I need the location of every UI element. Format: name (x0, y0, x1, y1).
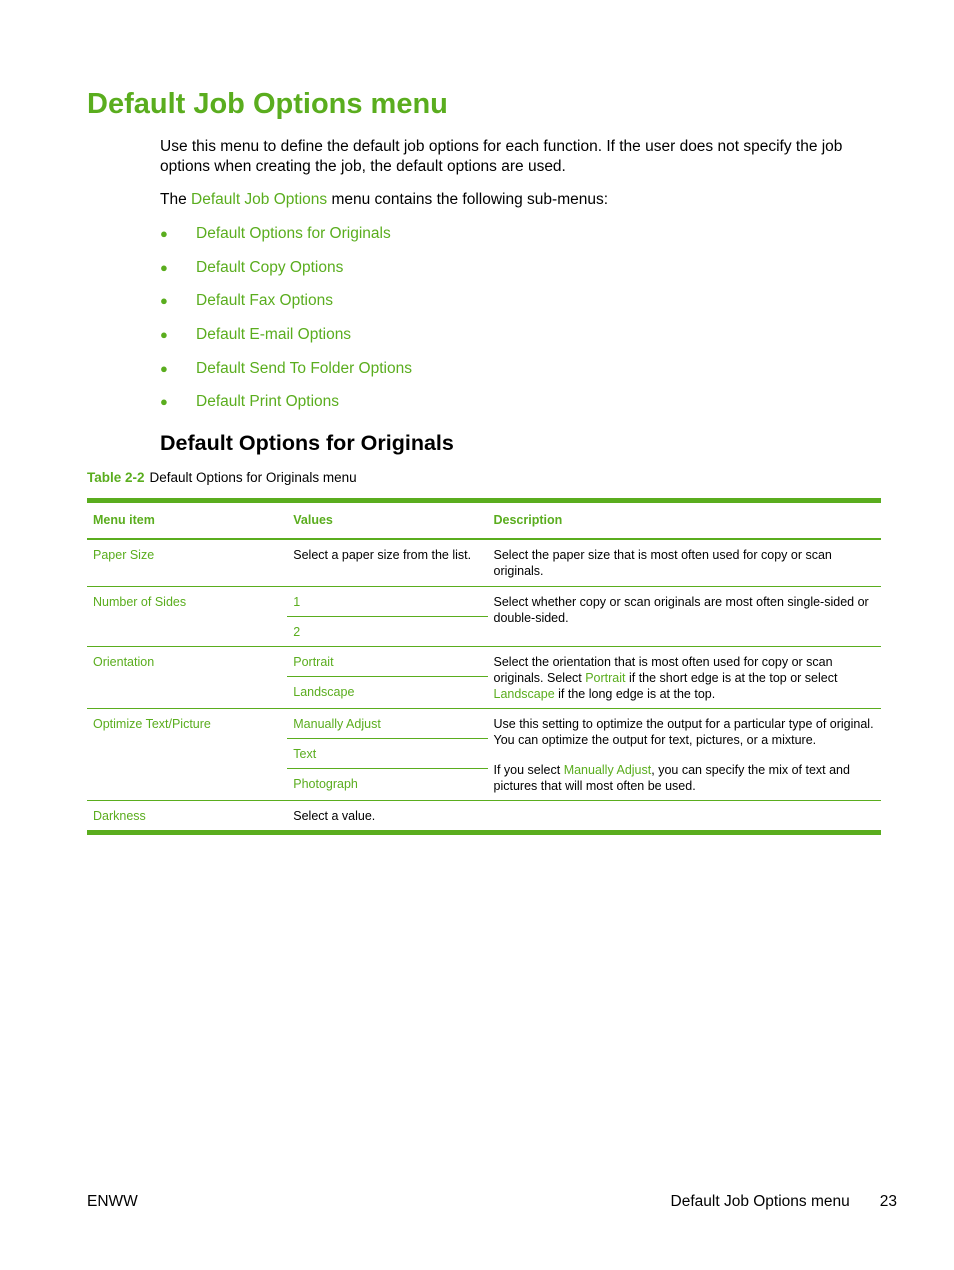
options-table (87, 498, 881, 835)
submenu-link-print[interactable]: Default Print Options (196, 393, 340, 411)
table-caption (87, 470, 357, 485)
description-cell: Select whether copy or scan originals are most often single-sided or double-sided. (488, 587, 882, 647)
menu-item-darkness[interactable]: Darkness (93, 809, 146, 823)
submenu-link-fax[interactable]: Default Fax Options (196, 292, 333, 310)
submenu-list (160, 224, 412, 426)
submenu-link-copy[interactable]: Default Copy Options (196, 258, 344, 276)
desc-text: if the short edge is at the top or select (625, 671, 838, 685)
description-cell: Select the paper size that is most often used for copy or scan originals. (488, 539, 882, 587)
intro-paragraph: Use this menu to define the default job options for each function. If the user does not specify the job options when creating the job, the default options are used. (160, 138, 843, 175)
value-option-text[interactable]: Text (287, 739, 487, 769)
table-caption-text: Default Options for Originals menu (149, 470, 357, 485)
table-caption-label: Table 2-2 (87, 470, 145, 485)
table-row (87, 801, 881, 833)
menu-item-optimize-text-picture[interactable]: Optimize Text/Picture (87, 709, 287, 801)
header-description: Description (488, 501, 882, 540)
desc-text: Select the orientation that is most often used for copy or scan originals. Select (493, 655, 833, 685)
footer-right (671, 1193, 897, 1211)
desc-text: , you can specify the mix of text and pictures that will most often be used. (493, 763, 850, 793)
menu-item-paper-size[interactable]: Paper Size (87, 539, 287, 587)
header-menu-item: Menu item (87, 501, 287, 540)
table-row (87, 539, 881, 587)
portrait-link[interactable]: Portrait (585, 671, 626, 685)
value-option-photograph[interactable]: Photograph (287, 769, 487, 801)
submenu-link-originals[interactable]: Default Options for Originals (196, 225, 391, 242)
submenu-intro-prefix: The (160, 191, 192, 208)
desc-text: If you select (493, 763, 564, 777)
submenu-link-send-to-folder[interactable]: Default Send To Folder Options (196, 359, 412, 377)
description-cell (488, 801, 882, 833)
list-item (160, 224, 412, 258)
list-item (160, 325, 412, 359)
footer-section-title: Default Job Options menu (670, 1193, 850, 1210)
value-option-manually-adjust[interactable]: Manually Adjust (287, 709, 487, 739)
table-header-row (87, 501, 881, 540)
footer-left: ENWW (87, 1193, 138, 1210)
value-cell: Select a value. (293, 809, 376, 823)
default-job-options-link[interactable]: Default Job Options (191, 191, 328, 208)
value-option-portrait[interactable]: Portrait (287, 647, 487, 677)
list-item (160, 359, 412, 393)
landscape-link[interactable]: Landscape (493, 687, 555, 701)
submenu-intro (160, 190, 608, 210)
section-title: Default Options for Originals (160, 431, 454, 455)
table-row (87, 587, 881, 617)
bullet-icon: ● (160, 327, 168, 343)
bullet-icon: ● (160, 293, 168, 309)
description-cell (488, 647, 882, 709)
list-item (160, 392, 412, 426)
bullet-icon: ● (160, 360, 168, 376)
value-option-2[interactable]: 2 (287, 617, 487, 647)
table-row (87, 647, 881, 677)
bullet-icon: ● (160, 394, 168, 410)
bullet-icon: ● (160, 259, 168, 275)
submenu-link-email[interactable]: Default E-mail Options (196, 326, 352, 344)
header-values: Values (287, 501, 487, 540)
page-title: Default Job Options menu (87, 88, 448, 120)
desc-paragraph-1: Use this setting to optimize the output for a particular type of original. You can optimize the output for text, pictures, or a mixture. (493, 717, 874, 747)
list-item (160, 291, 412, 325)
page-number: 23 (879, 1193, 897, 1210)
table-row (87, 709, 881, 739)
desc-text: if the long edge is at the top. (554, 687, 716, 701)
bullet-icon: ● (160, 226, 168, 241)
list-item (160, 258, 412, 292)
menu-item-orientation[interactable]: Orientation (87, 647, 287, 709)
submenu-intro-suffix: menu contains the following sub-menus: (327, 191, 609, 208)
menu-item-number-of-sides[interactable]: Number of Sides (87, 587, 287, 647)
description-cell (488, 709, 882, 801)
value-option-1[interactable]: 1 (287, 587, 487, 617)
manually-adjust-link[interactable]: Manually Adjust (563, 763, 652, 777)
value-cell: Select a paper size from the list. (287, 539, 487, 587)
value-option-landscape[interactable]: Landscape (287, 677, 487, 709)
desc-paragraph-2 (494, 762, 876, 794)
